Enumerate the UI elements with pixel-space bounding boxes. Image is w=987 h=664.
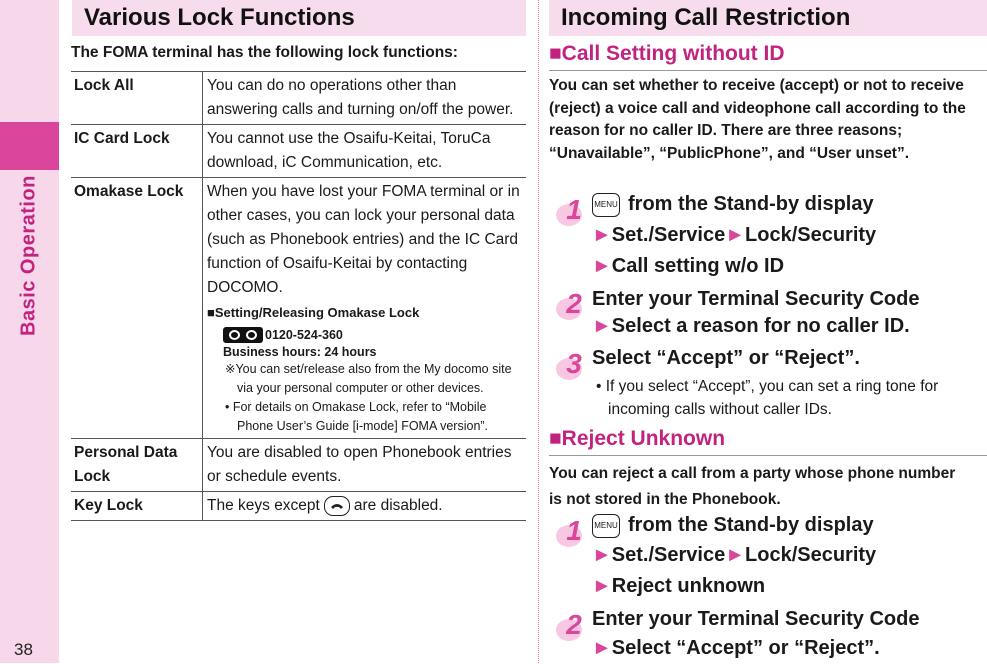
step-text: from the Stand-by display (628, 193, 874, 215)
call-setting-para: You can set whether to receive (accept) or not to receive (reject) a voice call and videophone call according to the reason for no caller ID. There are three reasons; “Unavailable”, “PublicPhone”, and “User unset”. (549, 77, 966, 162)
lock-name: Lock All (71, 72, 203, 125)
reject-unknown-heading: ■Reject Unknown (549, 425, 987, 456)
menu-path-item: Set./Service (611, 224, 726, 246)
step-note: • If you select “Accept”, you can set a ring tone for incoming calls without caller IDs. (596, 378, 939, 418)
step-line: Enter your Terminal Security Code (592, 288, 920, 310)
lock-name: Personal Data Lock (71, 439, 203, 492)
arrow-icon: ► (592, 315, 612, 337)
note: ※You can set/release also from the My docomo site via your personal computer or other devices. (225, 362, 512, 395)
lock-name: IC Card Lock (71, 125, 203, 178)
omakase-sub-heading: ■Setting/Releasing Omakase Lock (207, 305, 420, 320)
section-label: Basic Operation (17, 175, 40, 337)
step-line (592, 540, 876, 571)
step-number: 1 (558, 515, 590, 547)
arrow-icon: ► (592, 255, 612, 277)
page-number: 38 (14, 640, 33, 659)
step-text: from the Stand-by display (628, 514, 874, 536)
lock-intro: The FOMA terminal has the following lock functions: (71, 44, 458, 61)
lock-desc: You are disabled to open Phonebook entries or schedule events. (203, 439, 527, 492)
menu-path-item: Set./Service (611, 544, 726, 566)
arrow-icon: ► (592, 544, 612, 566)
lock-name: Omakase Lock (71, 178, 203, 439)
step-number: 2 (558, 288, 590, 320)
free-dial-icon (223, 327, 263, 343)
step-line (592, 189, 874, 220)
menu-path-item: Lock/Security (745, 544, 877, 566)
end-call-key-icon (324, 496, 350, 516)
lock-desc-cell (203, 178, 527, 439)
lock-desc: When you have lost your FOMA terminal or in other cases, you can lock your personal data (such as Phonebook entries) and the IC Card function of Osaifu-Keitai by contacting DOCOMO. (207, 183, 520, 296)
menu-path-item: Call setting w/o ID (611, 255, 785, 277)
lock-functions-table (71, 71, 526, 521)
table-row (71, 178, 526, 439)
step-text: Select “Accept” or “Reject”. (611, 637, 880, 659)
lock-desc-cell (203, 492, 527, 521)
column-divider (538, 0, 539, 663)
phone-number: 0120-524-360 (265, 328, 343, 342)
step-line (592, 251, 784, 282)
left-banner-title: Various Lock Functions (72, 0, 526, 36)
business-hours: Business hours: 24 hours (223, 345, 377, 359)
step-number: 1 (558, 194, 590, 226)
right-banner-title: Incoming Call Restriction (549, 0, 987, 36)
table-row (71, 439, 526, 492)
step-text: Select a reason for no caller ID. (611, 315, 910, 337)
menu-path-item: Lock/Security (745, 224, 877, 246)
arrow-icon: ► (592, 224, 612, 246)
step-line (592, 510, 874, 541)
step-number: 2 (558, 609, 590, 641)
menu-key-icon: MENU (592, 514, 620, 538)
lock-desc-before: The keys except (207, 497, 320, 514)
lock-desc-after: are disabled. (353, 497, 443, 514)
sidebar-tab-marker (0, 122, 59, 170)
lock-desc: You can do no operations other than answering calls and turning on/off the power. (203, 72, 527, 125)
call-setting-heading: ■Call Setting without ID (549, 40, 987, 71)
arrow-icon: ► (725, 224, 746, 246)
phone-row (207, 326, 523, 344)
arrow-icon: ► (592, 575, 612, 597)
lock-desc: You cannot use the Osaifu-Keitai, ToruCa download, iC Communication, etc. (203, 125, 527, 178)
step-line (592, 571, 765, 602)
step-line: Select “Accept” or “Reject”. (592, 347, 860, 369)
table-row (71, 72, 526, 125)
arrow-icon: ► (592, 637, 612, 659)
note: • For details on Omakase Lock, refer to “Mobile Phone User’s Guide [i-mode] FOMA version”. (225, 400, 489, 433)
reject-unknown-para: You can reject a call from a party whose phone number is not stored in the Phonebook. (549, 465, 956, 508)
menu-key-icon: MENU (592, 193, 620, 217)
step-number: 3 (558, 348, 590, 380)
step-line (592, 220, 876, 251)
lock-name: Key Lock (71, 492, 203, 521)
table-row (71, 492, 526, 521)
menu-path-item: Reject unknown (611, 575, 766, 597)
arrow-icon: ► (725, 544, 746, 566)
step-line: Enter your Terminal Security Code (592, 608, 920, 630)
table-row (71, 125, 526, 178)
step-line (592, 633, 880, 664)
step-line (592, 311, 910, 342)
